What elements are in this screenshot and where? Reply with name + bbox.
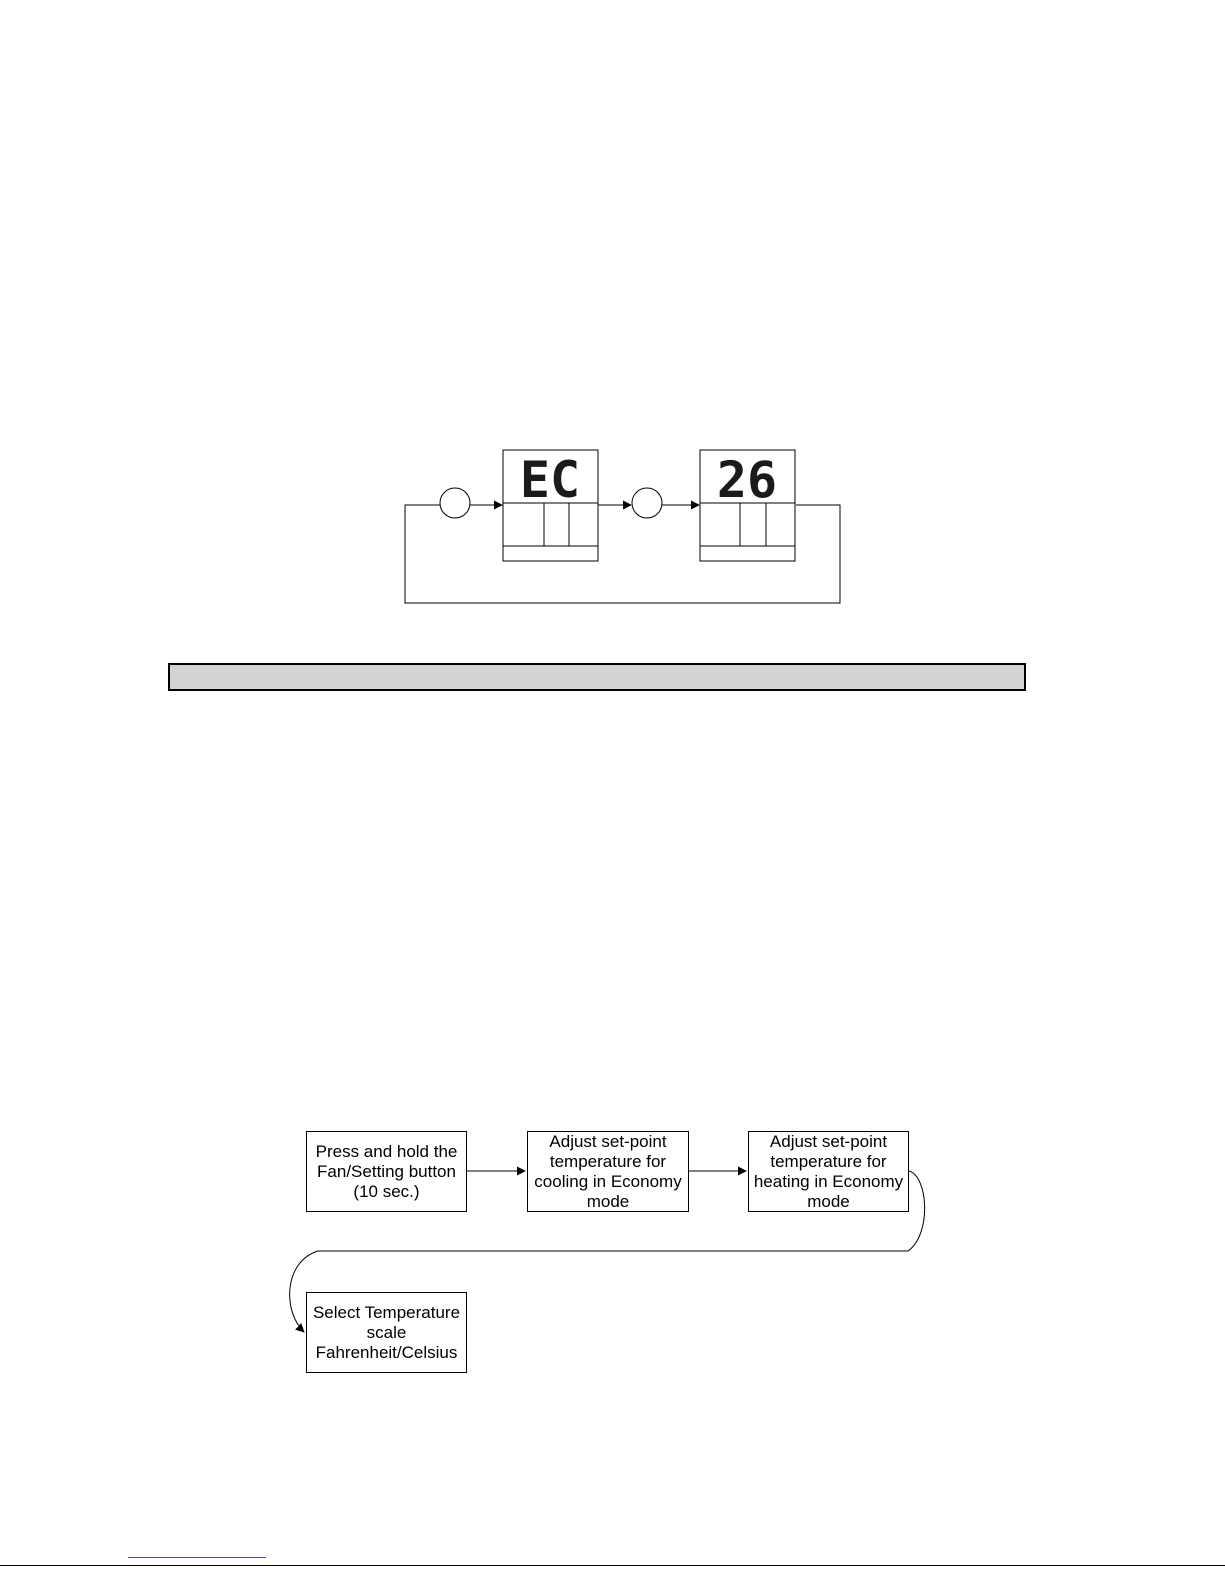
flow-step-temperature-scale xyxy=(306,1292,467,1373)
footer-link-underline[interactable] xyxy=(128,1557,266,1558)
flow-step-heating-setpoint xyxy=(748,1131,909,1212)
footer-rule xyxy=(0,1565,1225,1566)
flow-step-label: Adjust set-point temperature for cooling in Economy mode xyxy=(534,1131,682,1211)
flow-step-label: Adjust set-point temperature for heating in Economy mode xyxy=(753,1131,904,1211)
lcd-screen-1-text: EC xyxy=(519,451,581,509)
button-circle-2 xyxy=(632,488,662,518)
flow-step-label: Press and hold the Fan/Setting button (10 sec.) xyxy=(315,1141,458,1201)
flow-step-label: Select Temperature scale Fahrenheit/Celsius xyxy=(312,1302,461,1362)
display-unit-2 xyxy=(700,450,795,561)
button-circle-1 xyxy=(440,488,470,518)
lcd-screen-2-text: 26 xyxy=(716,451,778,509)
flow-step-cooling-setpoint xyxy=(527,1131,689,1212)
flow-step-press-hold xyxy=(306,1131,467,1212)
display-unit-1 xyxy=(503,450,598,561)
section-header-bar xyxy=(168,663,1026,691)
